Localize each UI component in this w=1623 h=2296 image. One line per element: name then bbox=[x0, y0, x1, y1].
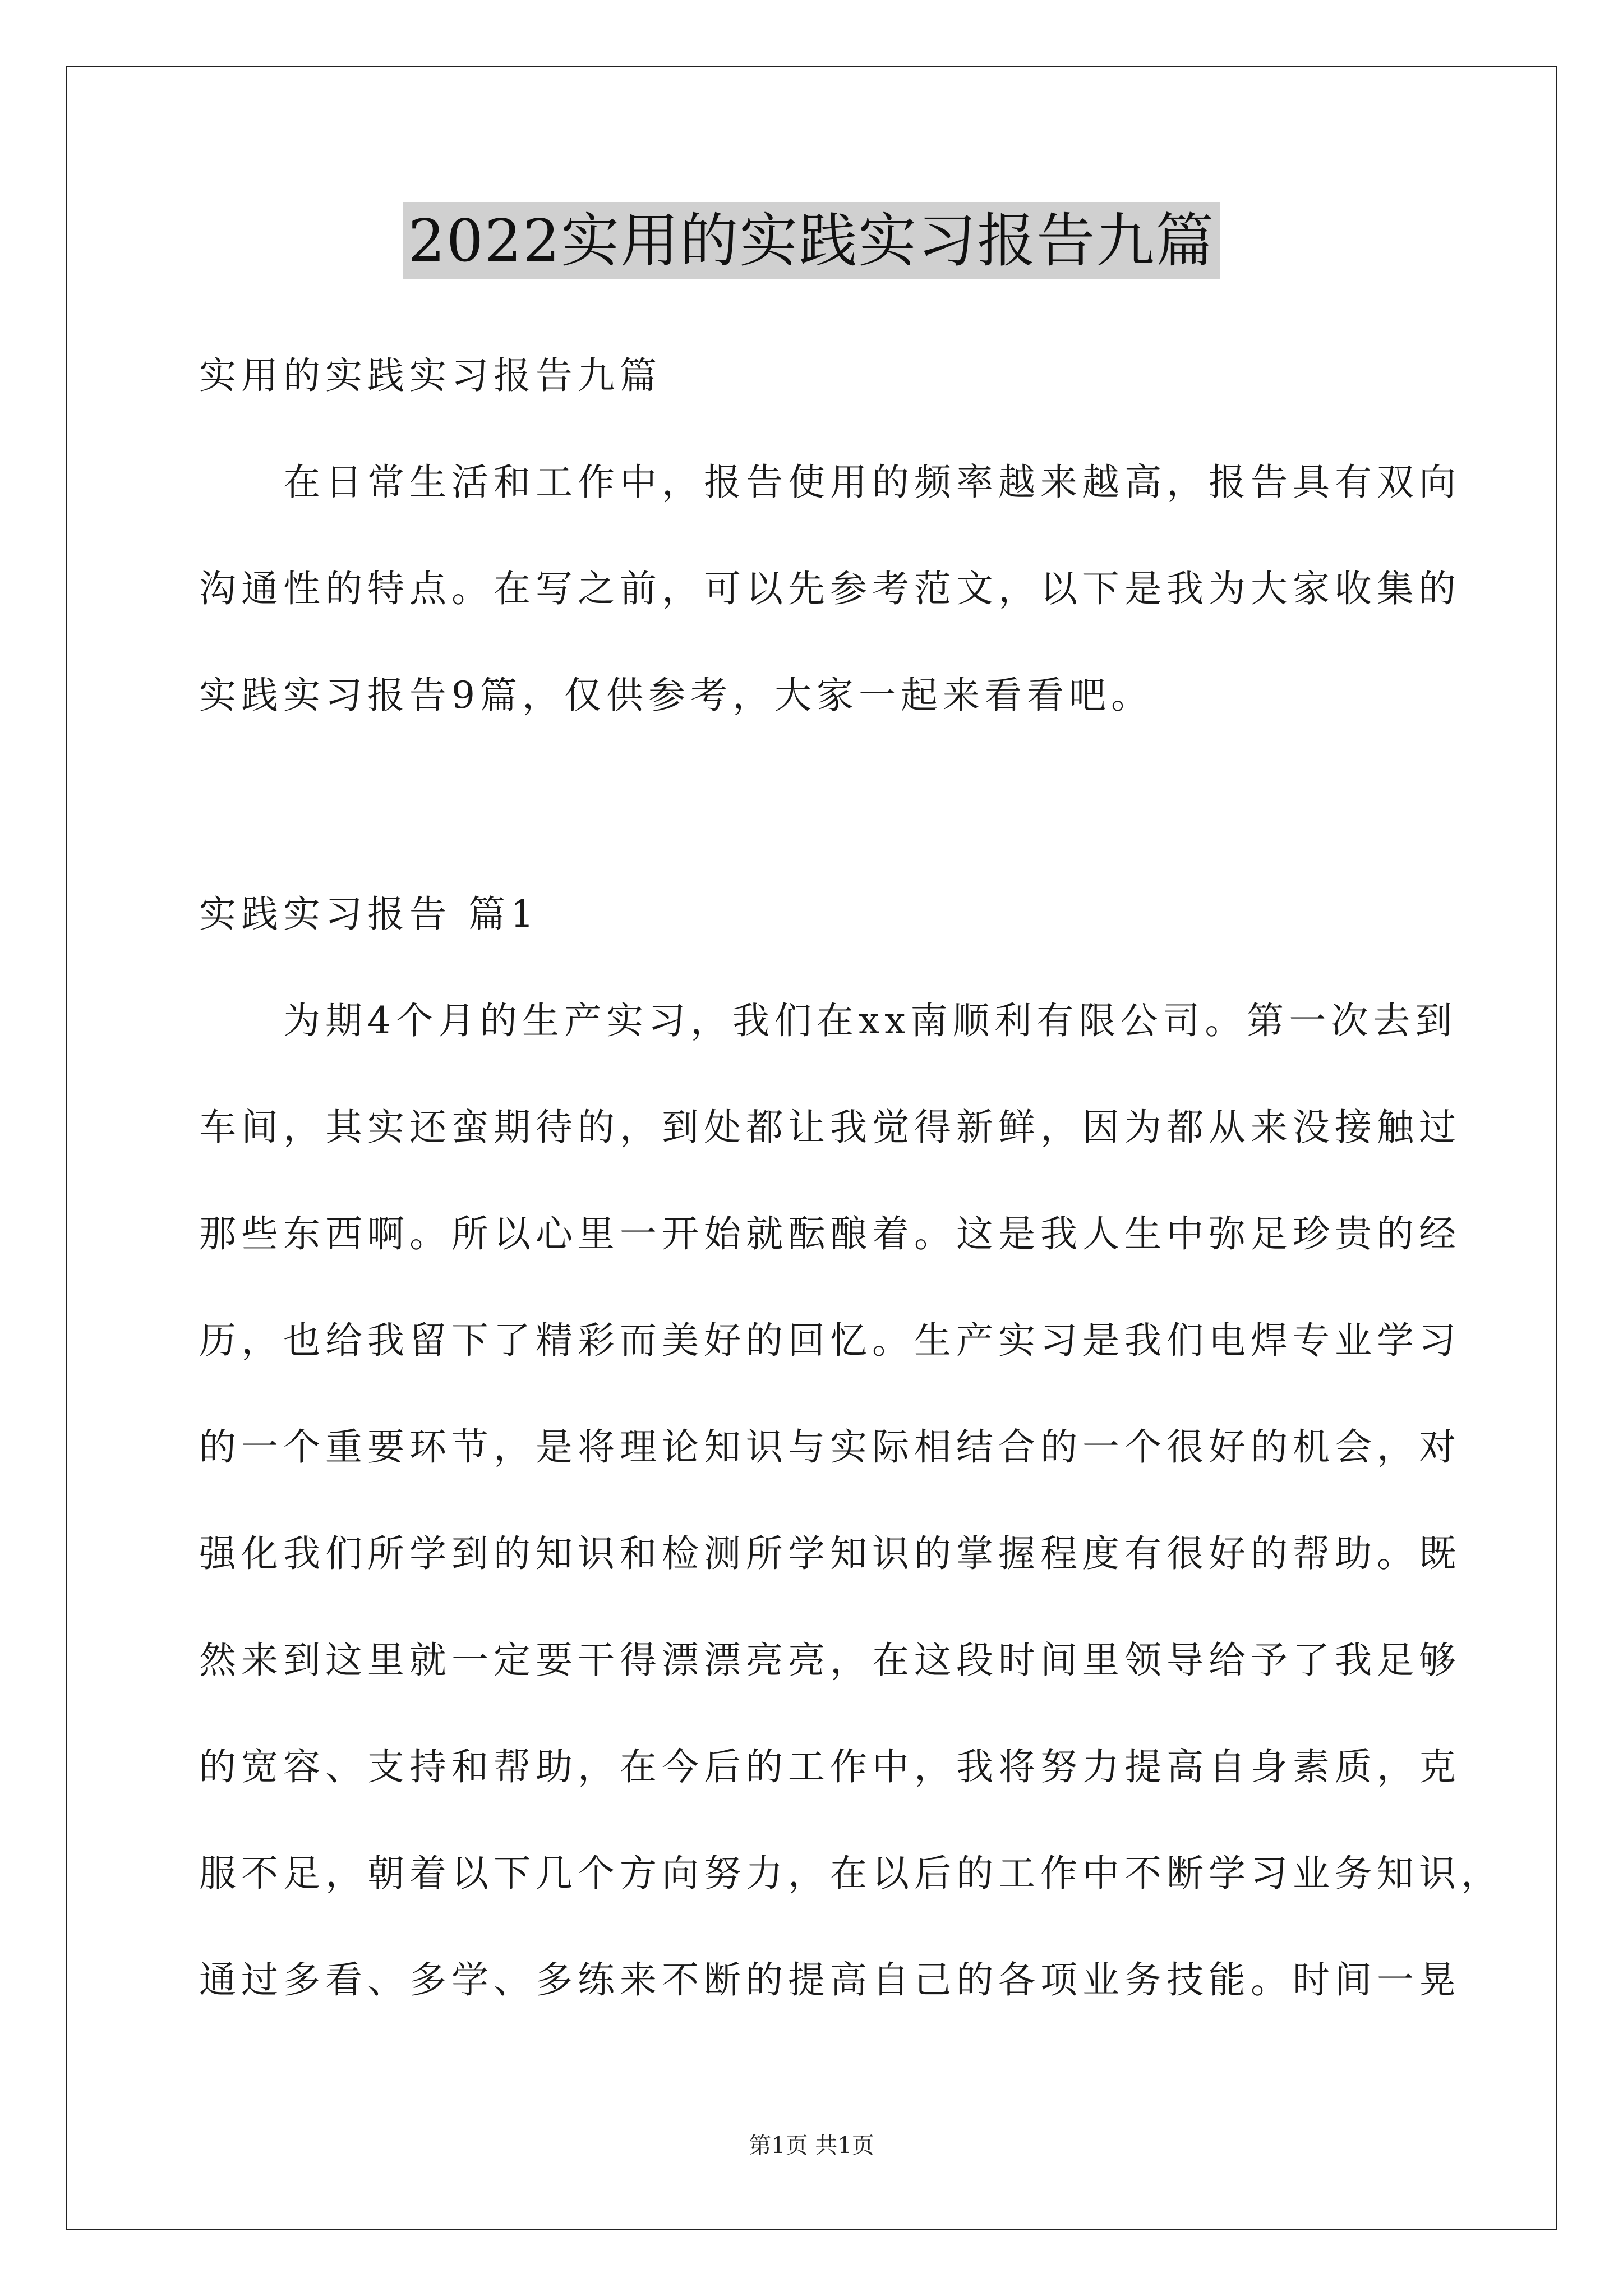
body-line: 然来到这里就一定要干得漂漂亮亮，在这段时间里领导给予了我足够 bbox=[199, 1639, 1461, 1682]
intro-line: 在日常生活和工作中，报告使用的频率越来越高，报告具有双向 bbox=[283, 461, 1461, 504]
body-line: 历，也给我留下了精彩而美好的回忆。生产实习是我们电焊专业学习 bbox=[199, 1319, 1461, 1362]
body-line: 车间，其实还蛮期待的，到处都让我觉得新鲜，因为都从来没接触过 bbox=[199, 1106, 1461, 1149]
section-heading: 实践实习报告 篇1 bbox=[199, 892, 539, 936]
body-line: 服不足，朝着以下几个方向努力，在以后的工作中不断学习业务知识， bbox=[199, 1852, 1503, 1895]
page-footer: 第1页 共1页 bbox=[749, 2133, 874, 2159]
intro-line: 沟通性的特点。在写之前，可以先参考范文，以下是我为大家收集的 bbox=[199, 567, 1461, 610]
body-line: 通过多看、多学、多练来不断的提高自己的各项业务技能。时间一晃 bbox=[199, 1958, 1461, 2001]
body-line: 那些东西啊。所以心里一开始就酝酿着。这是我人生中弥足珍贵的经 bbox=[199, 1212, 1461, 1255]
body-line: 强化我们所学到的知识和检测所学知识的掌握程度有很好的帮助。既 bbox=[199, 1532, 1461, 1575]
body-line: 为期4个月的生产实习，我们在xx南顺利有限公司。第一次去到 bbox=[283, 999, 1458, 1042]
body-line: 的宽容、支持和帮助，在今后的工作中，我将努力提高自身素质，克 bbox=[199, 1745, 1461, 1788]
document-title: 2022实用的实践实习报告九篇 bbox=[403, 202, 1221, 279]
document-subtitle: 实用的实践实习报告九篇 bbox=[199, 354, 662, 397]
title-container bbox=[0, 202, 1623, 279]
body-line: 的一个重要环节，是将理论知识与实际相结合的一个很好的机会，对 bbox=[199, 1425, 1461, 1469]
intro-line: 实践实习报告9篇，仅供参考，大家一起来看看吧。 bbox=[199, 674, 1153, 717]
